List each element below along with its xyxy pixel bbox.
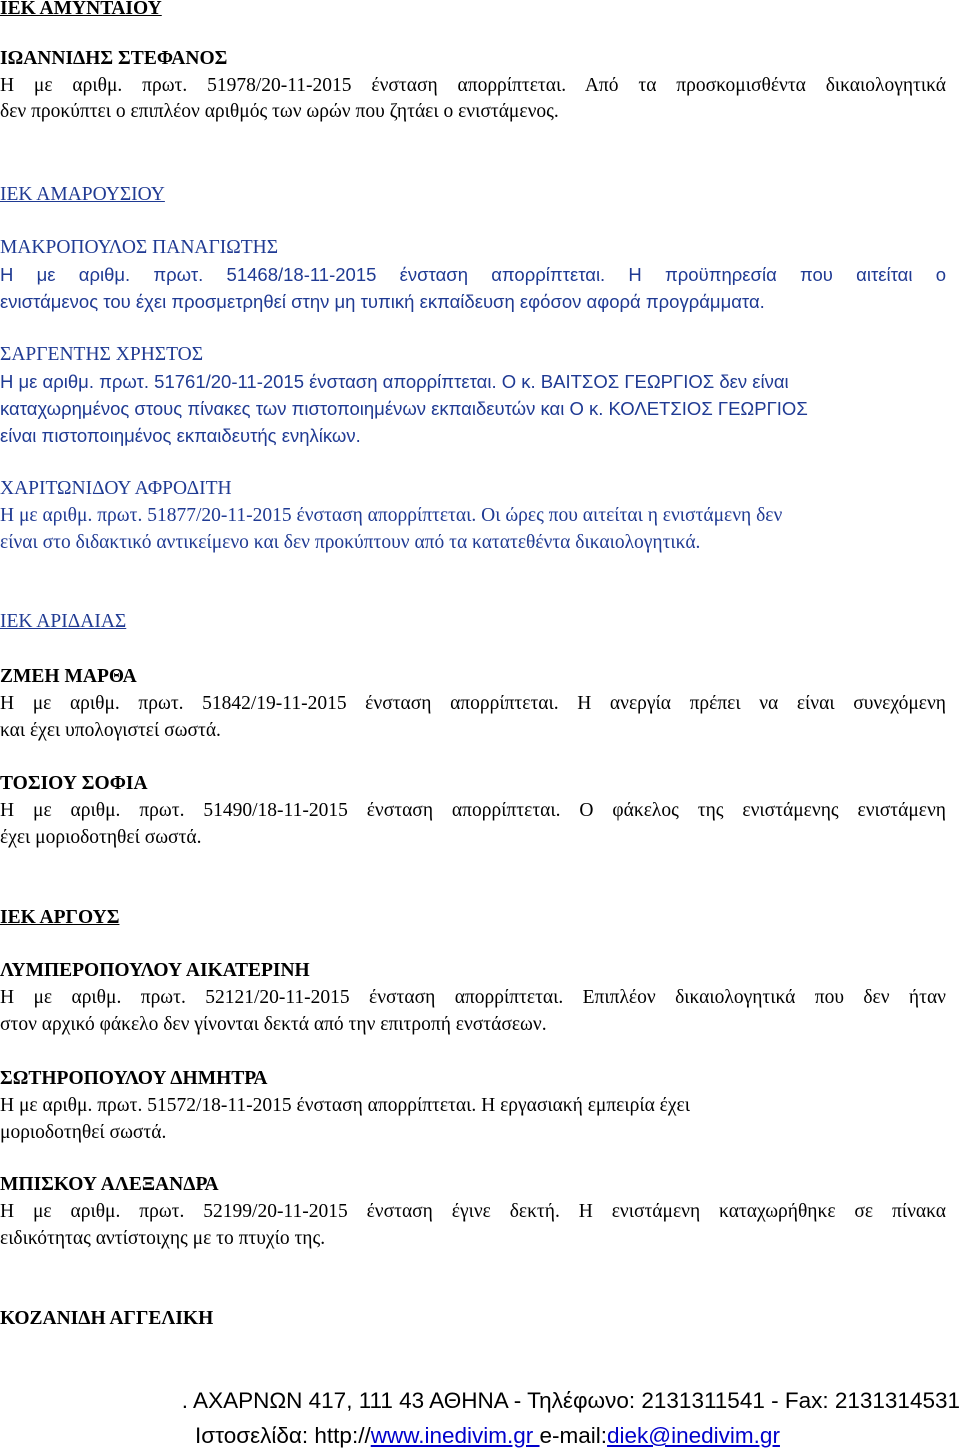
entry-text-line: καταχωρημένος στους πίνακες των πιστοποιημένων εκπαιδευτών και Ο κ. ΚΟΛΕΤΣΙΟΣ ΓΕΩΡΓΙΟΣ — [0, 398, 808, 419]
entry-name: ΜΑΚΡΟΠΟΥΛΟΣ ΠΑΝΑΓΙΩΤΗΣ — [0, 237, 279, 258]
section-heading: ΙΕΚ ΑΡΙΔΑΙΑΣ — [0, 611, 127, 632]
entry-name: ΣΑΡΓΕΝΤΗΣ ΧΡΗΣΤΟΣ — [0, 344, 204, 365]
entry-text-line: ειδικότητας αντίστοιχης με το πτυχίο της. — [0, 1228, 326, 1249]
website-link[interactable]: www.inedivim.gr — [370, 1423, 540, 1448]
entry-text-line: δεν προκύπτει ο επιπλέον αριθμός των ωρών που ζητάει ο ενιστάμενος. — [0, 101, 559, 122]
email-label: e-mail: — [539, 1423, 608, 1448]
entry-text-line: είναι πιστοποιημένος εκπαιδευτής ενηλίκων. — [0, 425, 361, 446]
entry-text-line: Η με αριθμ. πρωτ. 52121/20-11-2015 ένσταση απορρίπτεται. Επιπλέον δικαιολογητικά που δεν ήταν — [0, 987, 946, 1008]
entry-name: ΣΩΤΗΡΟΠΟΥΛΟΥ ΔΗΜΗΤΡΑ — [0, 1068, 268, 1089]
entry-text-line: έχει μοριοδοτηθεί σωστά. — [0, 827, 202, 848]
section-heading: ΙΕΚ ΑΡΓΟΥΣ — [0, 907, 120, 928]
entry-text-line: Η με αριθμ. πρωτ. 51572/18-11-2015 ένσταση απορρίπτεται. Η εργασιακή εμπειρία έχει — [0, 1095, 690, 1116]
entry-text-line: είναι στο διδακτικό αντικείμενο και δεν προκύπτουν από τα κατατεθέντα δικαιολογητικά. — [0, 532, 701, 553]
entry-name: ΧΑΡΙΤΩΝΙΔΟΥ ΑΦΡΟΔΙΤΗ — [0, 478, 232, 499]
entry-name: ΚΟΖΑΝΙΔΗ ΑΓΓΕΛΙΚΗ — [0, 1308, 214, 1329]
entry-text-line: Η με αριθμ. πρωτ. 51468/18-11-2015 ένσταση απορρίπτεται. Η προϋπηρεσία που αιτείται ο — [0, 264, 946, 285]
entry-text-line: μοριοδοτηθεί σωστά. — [0, 1122, 167, 1143]
entry-text-line: Η με αριθμ. πρωτ. 51761/20-11-2015 ένσταση απορρίπτεται. Ο κ. ΒΑΙΤΣΟΣ ΓΕΩΡΓΙΟΣ δεν είναι — [0, 371, 789, 392]
entry-name: ΙΩΑΝΝΙΔΗΣ ΣΤΕΦΑΝΟΣ — [0, 48, 228, 69]
footer-address: . ΑΧΑΡΝΩΝ 417, 111 43 ΑΘΗΝΑ - Τηλέφωνο: 2131311541 - Fax: 2131314531 — [181, 1388, 960, 1413]
entry-text-line: ενιστάμενος του έχει προσμετρηθεί στην μη τυπική εκπαίδευση εφόσον αφορά προγράμματα. — [0, 291, 765, 312]
entry-name: ΜΠΙΣΚΟΥ ΑΛΕΞΑΝΔΡΑ — [0, 1174, 219, 1195]
entry-name: ΖΜΕΗ ΜΑΡΘΑ — [0, 666, 137, 687]
email-link[interactable]: diek@inedivim.gr — [607, 1423, 780, 1448]
entry-text-line: Η με αριθμ. πρωτ. 51877/20-11-2015 ένσταση απορρίπτεται. Οι ώρες που αιτείται η ενιστάμενη δεν — [0, 505, 783, 526]
section-heading: ΙΕΚ ΑΜΥΝΤΑΙΟΥ — [0, 0, 162, 19]
footer-contact — [0, 1421, 960, 1451]
entry-text-line: Η με αριθμ. πρωτ. 52199/20-11-2015 ένσταση έγινε δεκτή. Η ενιστάμενη καταχωρήθηκε σε πίνακα — [0, 1201, 946, 1222]
website-label: Ιστοσελίδα: http:// — [195, 1423, 371, 1448]
entry-text-line: και έχει υπολογιστεί σωστά. — [0, 720, 221, 741]
section-heading: ΙΕΚ ΑΜΑΡΟΥΣΙΟΥ — [0, 184, 165, 205]
entry-name: ΤΟΣΙΟΥ ΣΟΦΙΑ — [0, 773, 148, 794]
entry-text-line: Η με αριθμ. πρωτ. 51842/19-11-2015 ένσταση απορρίπτεται. Η ανεργία πρέπει να είναι συνεχόμενη — [0, 693, 946, 714]
entry-name: ΛΥΜΠΕΡΟΠΟΥΛΟΥ ΑΙΚΑΤΕΡΙΝΗ — [0, 960, 310, 981]
entry-text-line: στον αρχικό φάκελο δεν γίνονται δεκτά από την επιτροπή ενστάσεων. — [0, 1014, 547, 1035]
entry-text-line: Η με αριθμ. πρωτ. 51490/18-11-2015 ένσταση απορρίπτεται. Ο φάκελος της ενιστάμενης ενιστάμενη — [0, 800, 946, 821]
entry-text-line: Η με αριθμ. πρωτ. 51978/20-11-2015 ένσταση απορρίπτεται. Από τα προσκομισθέντα δικαιολογητικά — [0, 75, 946, 96]
